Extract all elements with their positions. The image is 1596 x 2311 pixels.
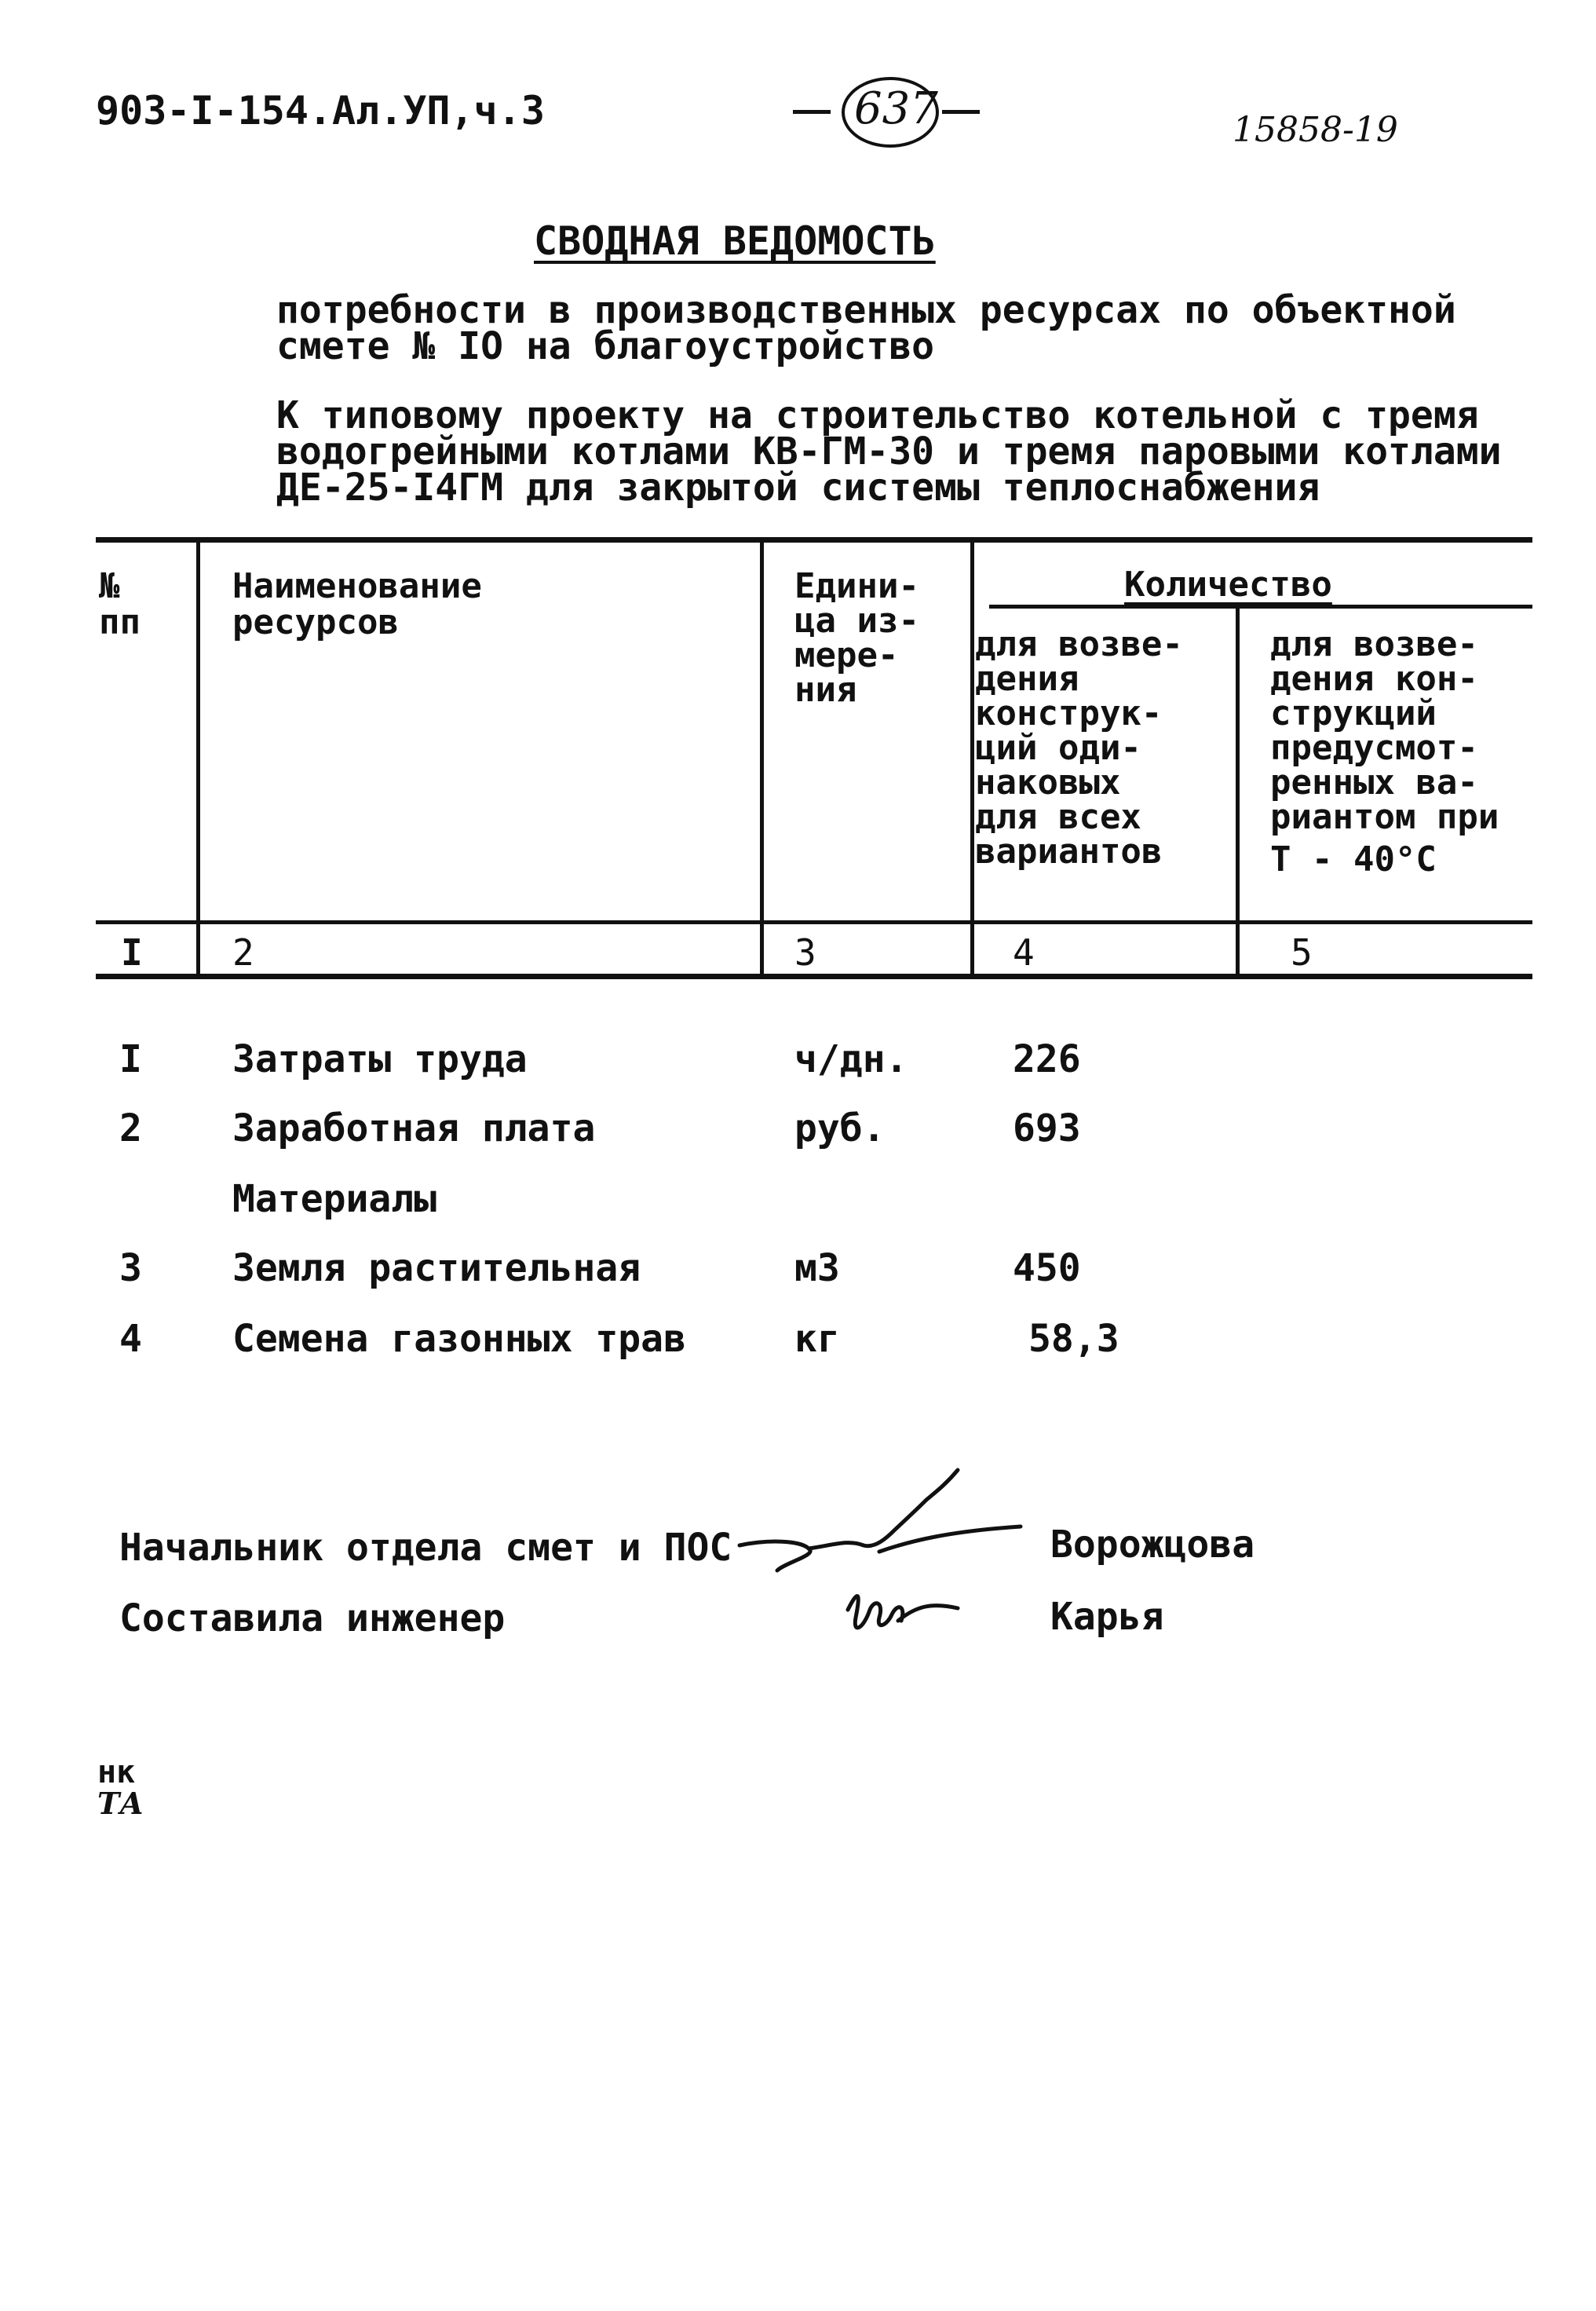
header-quantity: Количество: [1124, 565, 1332, 605]
row-qty: 58,3: [1028, 1317, 1119, 1361]
row-unit: м3: [794, 1246, 840, 1290]
document-title: СВОДНАЯ ВЕДОМОСТЬ: [534, 218, 936, 264]
header-unit-3: мере-: [794, 635, 899, 675]
sheet-number: 15858-19: [1233, 110, 1398, 150]
header-unit-2: ца из-: [794, 601, 919, 641]
project-line-2: водогрейными котлами КВ-ГМ-30 и тремя паровыми котлами: [276, 430, 1502, 474]
col-divider-1: [196, 542, 200, 975]
column-numbers-rule: [96, 974, 1532, 979]
header-unit-4: ния: [794, 670, 857, 710]
dash-right: [942, 110, 980, 114]
row-name: Земля растительная: [232, 1246, 641, 1290]
row-name-section: Материалы: [232, 1177, 437, 1221]
row-num: 2: [119, 1106, 142, 1150]
header-num-1: №: [99, 566, 120, 606]
row-qty: 693: [1013, 1106, 1081, 1150]
header-qty-variant-1: для возве-: [1270, 624, 1478, 664]
col-divider-4: [1236, 609, 1240, 975]
col-divider-2: [760, 542, 764, 975]
handwritten-signatures: [730, 1453, 1060, 1657]
header-qty-common-7: вариантов: [975, 832, 1163, 872]
project-line-3: ДЕ-25-I4ГМ для закрытой системы теплоснабжения: [276, 466, 1320, 510]
project-line-1: К типовому проекту на строительство котельной с тремя: [276, 393, 1479, 437]
header-qty-common-3: конструк-: [975, 693, 1163, 733]
signer-name-1: Ворожцова: [1050, 1523, 1255, 1567]
header-qty-common-1: для возве-: [975, 624, 1183, 664]
header-qty-variant-6: риантом при: [1270, 797, 1499, 837]
quantity-subheader-rule: [989, 605, 1532, 609]
row-name: Семена газонных трав: [232, 1317, 686, 1361]
row-unit: руб.: [794, 1106, 886, 1150]
header-qty-variant-7: Т - 40°С: [1270, 839, 1437, 879]
header-qty-common-6: для всех: [975, 797, 1141, 837]
row-num: 3: [119, 1246, 142, 1290]
col-number-4: 4: [1013, 931, 1035, 974]
row-num: I: [119, 1037, 142, 1081]
row-unit: кг: [794, 1317, 840, 1361]
signer-role-2: Составила инженер: [119, 1596, 506, 1640]
document-code: 903-I-154.Ал.УП,ч.3: [96, 88, 545, 133]
header-bottom-rule: [96, 920, 1532, 924]
header-qty-common-2: дения: [975, 659, 1079, 699]
header-qty-variant-2: дения кон-: [1270, 659, 1478, 699]
header-qty-common-5: наковых: [975, 762, 1121, 803]
row-unit: ч/дн.: [794, 1037, 908, 1081]
footer-mark-1: нк: [97, 1754, 136, 1790]
col-number-1: I: [121, 931, 143, 974]
header-name-1: Наименование: [232, 566, 482, 606]
col-divider-3: [970, 542, 974, 975]
col-number-3: 3: [794, 931, 816, 974]
subtitle-line-2: смете № IO на благоустройство: [276, 324, 935, 368]
signer-name-2: Карья: [1050, 1595, 1164, 1639]
row-qty: 450: [1013, 1246, 1081, 1290]
header-name-2: ресурсов: [232, 602, 399, 642]
header-qty-variant-4: предусмот-: [1270, 728, 1478, 768]
col-number-5: 5: [1291, 931, 1313, 974]
col-number-2: 2: [232, 931, 254, 974]
row-name: Заработная плата: [232, 1106, 596, 1150]
row-name: Затраты труда: [232, 1037, 528, 1081]
row-qty: 226: [1013, 1037, 1081, 1081]
table-top-rule: [96, 537, 1532, 543]
signer-role-1: Начальник отдела смет и ПОС: [119, 1526, 732, 1570]
header-qty-common-4: ций оди-: [975, 728, 1141, 768]
dash-left: [793, 110, 831, 114]
header-unit-1: Едини-: [794, 566, 919, 606]
header-num-2: пп: [99, 602, 141, 642]
page-number: 637: [854, 83, 938, 134]
row-num: 4: [119, 1317, 142, 1361]
header-qty-variant-3: струкций: [1270, 693, 1437, 733]
footer-mark-2: ТА: [97, 1786, 144, 1821]
subtitle-line-1: потребности в производственных ресурсах по объектной: [276, 288, 1456, 332]
header-qty-variant-5: ренных ва-: [1270, 762, 1478, 803]
page-number-block: [793, 72, 981, 151]
